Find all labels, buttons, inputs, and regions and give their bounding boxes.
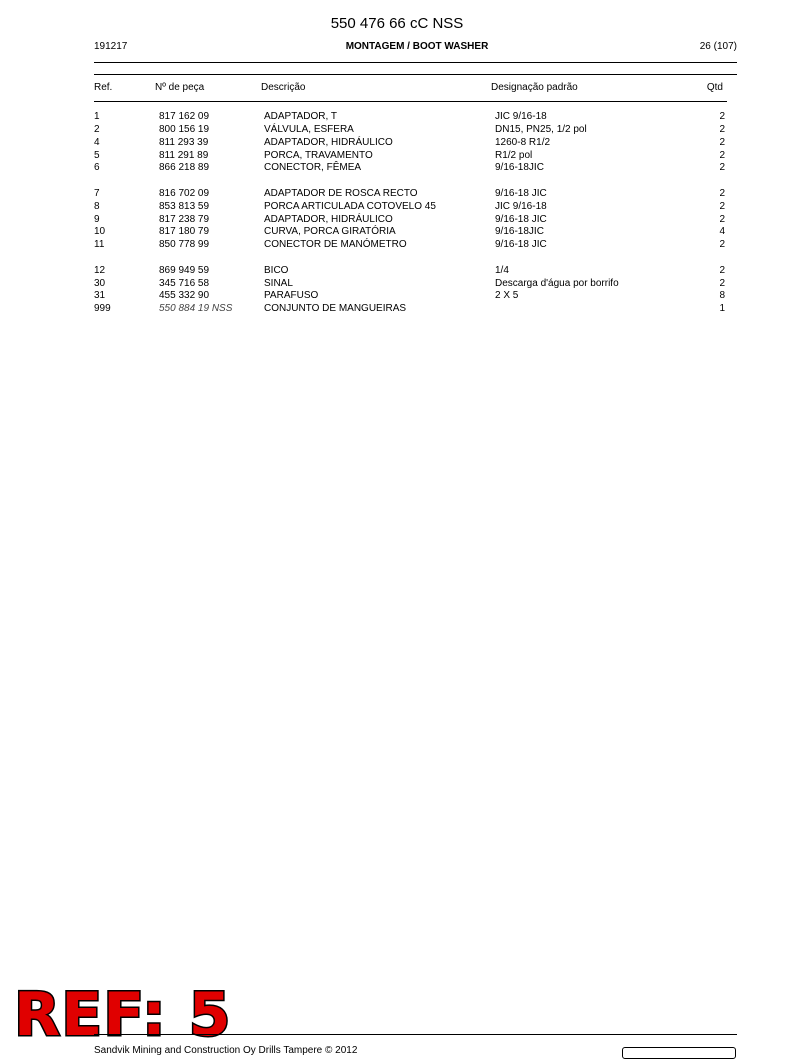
column-header-part: Nº de peça	[155, 82, 205, 93]
ref-cell: 9	[94, 214, 100, 225]
description-cell: PARAFUSO	[264, 290, 319, 301]
ref-cell: 4	[94, 137, 100, 148]
standard-cell: 1260-8 R1/2	[495, 137, 551, 148]
ref-cell: 2	[94, 124, 100, 135]
qty-cell: 4	[719, 226, 725, 237]
standard-cell: R1/2 pol	[495, 150, 533, 161]
part-number-cell: 850 778 99	[159, 239, 210, 250]
standard-cell: 9/16-18 JIC	[495, 188, 547, 199]
description-cell: CONECTOR, FÊMEA	[264, 162, 362, 173]
table-row	[0, 289, 794, 302]
ref-cell: 31	[94, 290, 106, 301]
standard-cell: JIC 9/16-18	[495, 201, 547, 212]
qty-cell: 2	[719, 239, 725, 250]
ref-cell: 30	[94, 278, 106, 289]
qty-cell: 2	[719, 214, 725, 225]
qty-cell: 1	[719, 303, 725, 314]
standard-cell: Descarga d'água por borrifo	[495, 278, 619, 289]
column-header-description: Descrição	[261, 82, 306, 93]
qty-cell: 2	[719, 278, 725, 289]
table-row	[0, 302, 794, 315]
section-title: MONTAGEM / BOOT WASHER	[345, 41, 489, 52]
standard-cell: 9/16-18JIC	[495, 226, 544, 237]
ref-cell: 1	[94, 111, 100, 122]
description-cell: PORCA ARTICULADA COTOVELO 45	[264, 201, 436, 212]
part-number-cell: 869 949 59	[159, 265, 210, 276]
description-cell: CURVA, PORCA GIRATÓRIA	[264, 226, 396, 237]
table-row	[0, 110, 794, 123]
reference-stamp: REF: 5	[14, 980, 232, 1050]
column-header-standard: Designação padrão	[491, 82, 578, 93]
part-number-cell: 817 238 79	[159, 214, 210, 225]
column-header-qty: Qtd	[706, 82, 723, 93]
qty-cell: 2	[719, 188, 725, 199]
description-cell: ADAPTADOR, HIDRÁULICO	[264, 137, 393, 148]
description-cell: CONJUNTO DE MANGUEIRAS	[264, 303, 407, 314]
table-row	[0, 161, 794, 174]
ref-cell: 11	[94, 239, 105, 250]
qty-cell: 2	[719, 265, 725, 276]
table-header-divider	[94, 101, 727, 102]
standard-cell: 9/16-18 JIC	[495, 214, 547, 225]
description-cell: VÁLVULA, ESFERA	[264, 124, 354, 135]
table-row	[0, 200, 794, 213]
part-number-cell: 817 180 79	[159, 226, 210, 237]
footer-copyright: Sandvik Mining and Construction Oy Drills Tampere © 2012	[94, 1045, 358, 1056]
standard-cell: 1/4	[495, 265, 509, 276]
table-row	[0, 123, 794, 136]
table-row	[0, 225, 794, 238]
header-divider	[94, 62, 737, 63]
ref-cell: 999	[94, 303, 111, 314]
table-row	[0, 136, 794, 149]
ref-cell: 10	[94, 226, 106, 237]
standard-cell: DN15, PN25, 1/2 pol	[495, 124, 587, 135]
part-number-cell: 345 716 58	[159, 278, 210, 289]
brand-logo	[622, 1047, 736, 1059]
column-divider	[94, 74, 262, 75]
footer-divider	[94, 1034, 737, 1035]
description-cell: PORCA, TRAVAMENTO	[264, 150, 373, 161]
document-title: 550 476 66 cC NSS	[330, 15, 464, 32]
part-number-cell: 866 218 89	[159, 162, 210, 173]
description-cell: ADAPTADOR, T	[264, 111, 337, 122]
qty-cell: 2	[719, 150, 725, 161]
description-cell: ADAPTADOR DE ROSCA RECTO	[264, 188, 418, 199]
ref-cell: 7	[94, 188, 100, 199]
standard-cell: 9/16-18JIC	[495, 162, 544, 173]
ref-cell: 12	[94, 265, 106, 276]
column-divider	[490, 74, 623, 75]
column-header-ref: Ref.	[94, 82, 113, 93]
description-cell: BICO	[264, 265, 289, 276]
table-row	[0, 264, 794, 277]
ref-cell: 5	[94, 150, 100, 161]
description-cell: SINAL	[264, 278, 293, 289]
ref-cell: 8	[94, 201, 100, 212]
part-number-cell: 811 293 39	[159, 137, 209, 148]
table-row	[0, 238, 794, 251]
part-number-cell: 853 813 59	[159, 201, 210, 212]
ref-cell: 6	[94, 162, 100, 173]
document-code: 191217	[94, 41, 128, 52]
standard-cell: 9/16-18 JIC	[495, 239, 547, 250]
qty-cell: 2	[719, 137, 725, 148]
qty-cell: 2	[719, 162, 725, 173]
part-number-cell: 811 291 89	[159, 150, 209, 161]
qty-cell: 2	[719, 201, 725, 212]
description-cell: ADAPTADOR, HIDRÁULICO	[264, 214, 393, 225]
part-number-cell: 550 884 19 NSS	[159, 303, 233, 314]
part-number-cell: 800 156 19	[159, 124, 210, 135]
column-divider	[623, 74, 737, 75]
part-number-cell: 817 162 09	[159, 111, 210, 122]
qty-cell: 8	[719, 290, 725, 301]
description-cell: CONECTOR DE MANÓMETRO	[264, 239, 407, 250]
part-number-cell: 455 332 90	[159, 290, 210, 301]
column-divider	[262, 74, 490, 75]
part-number-cell: 816 702 09	[159, 188, 210, 199]
table-row	[0, 187, 794, 200]
standard-cell: 2 X 5	[495, 290, 519, 301]
standard-cell: JIC 9/16-18	[495, 111, 547, 122]
qty-cell: 2	[719, 111, 725, 122]
page-number: 26 (107)	[699, 41, 737, 52]
qty-cell: 2	[719, 124, 725, 135]
